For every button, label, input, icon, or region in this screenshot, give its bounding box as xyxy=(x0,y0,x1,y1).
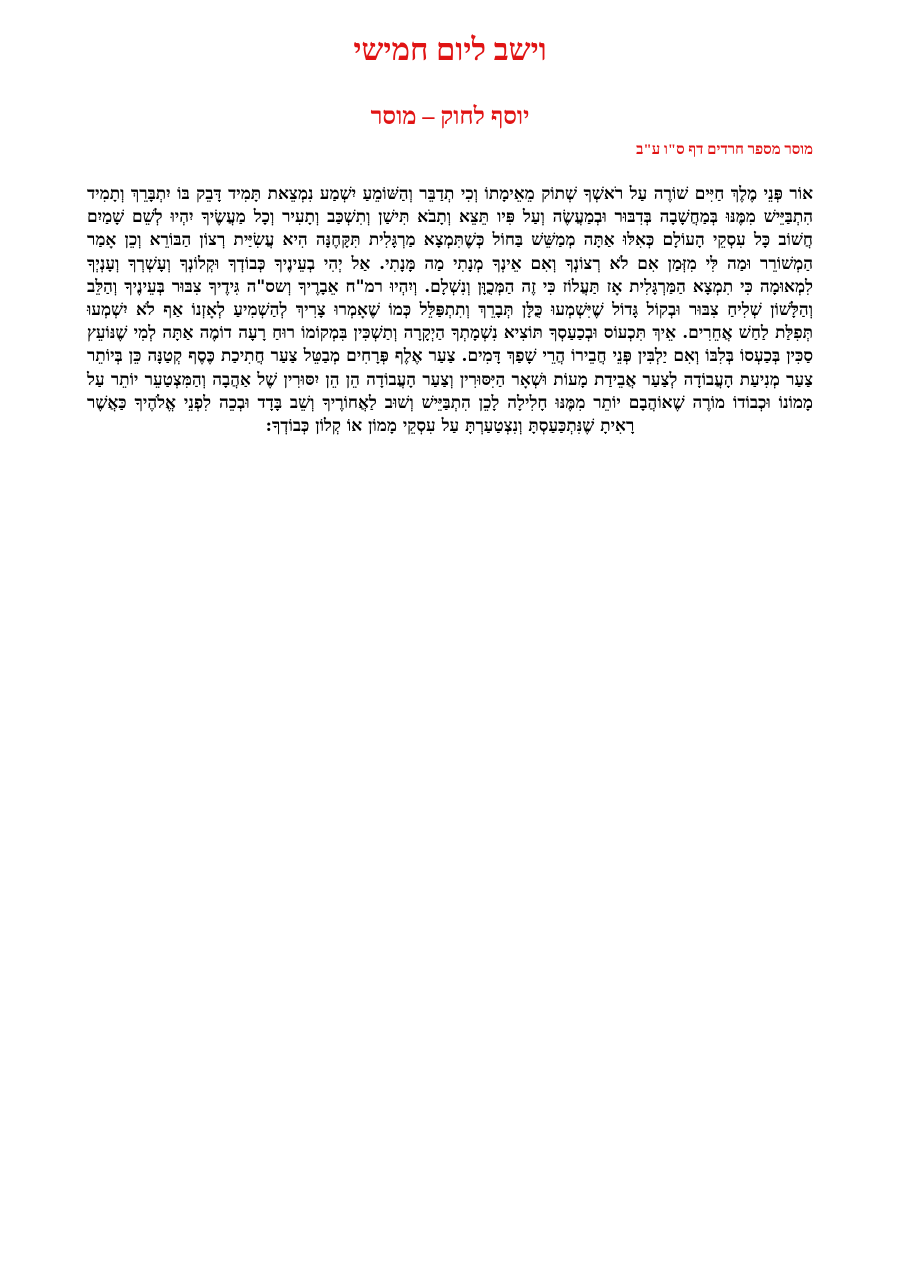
section-subtitle: יוסף לחוק – מוסר xyxy=(370,104,530,130)
page-title: וישב ליום חמישי xyxy=(353,32,547,67)
source-reference: מוסר מספר חרדים דף ס"ו ע"ב xyxy=(636,142,813,158)
body-paragraph: אוֹר פְּנֵי מֶלֶךְ חַיִּים שׁוֹרֶה עַל רֹאשְׁךָ שְׁתוֹק מֵאֵימָתוֹ וְכִי תְדַבֵּר וְהַשּׁוֹמֵעַ יִשְׁמַע נִמְצֵאת תָּמִיד דָּבֵק בּוֹ יִתְבָּרֵךְ וְתָמִיד הִתְבַּיֵּישׁ מִמֶּנּוּ בְּמַחֲשָׁבָה בְּדִבּוּר וּבְמַעֲשֶׂה וְעַל פִּיו תֵּצֵא וְתָבֹא תִּישַׁן וְתִשְׁכַּב וְתָעִיר וְכָל מַעֲשֶׂיךָ יִהְיוּ לְשֵׁם שָׁמַיִם חֲשׁוֹב כָּל עִסְקֵי הָעוֹלָם כְּאִלּוּ אַתָּה מְמַשֵּׁשׁ בַּחוֹל כְּשֶׁתִּמְצָא מַרְגָּלִית תִּקָּחֶנָּה הִיא עֲשִׂיַּית רְצוֹן הַבּוֹרֵא וְכֵן אָמַר הַמְשׁוֹרֵר וּמַה לִּי מִזְּמַן אִם לֹא רְצוֹנְךָ וְאִם אֵינְךָ מְנָתִי מַה מָּנָתִי. אַל יְהִי בְעֵינֶיךָ כְּבוֹדְךָ וּקְלוֹנְךָ וְעָשְׁרְךָ וְעָנְיְךָ לִמְאוּמָה כִּי תִמְצָא הַמַּרְגָּלִית אָז תַּעֲלוֹז כִּי זֶה הַמְּכֻוָּן וְנִשְׁלָם. וְיִהְיוּ רמ"ח אֵבָרֶיךָ וְשס"ה גִּידֶיךָ צִבּוּר בְּעֵינֶיךָ וְהַלֵּב וְהַלָּשׁוֹן שְׁלִיחַ צִבּוּר וּבְקוֹל גָּדוֹל שֶׁיִּשְׁמְעוּ כֻּלָּן תְּבָרֵךְ וְתִתְפַּלֵּל כְּמוֹ שֶׁאָמְרוּ צָרִיךְ לְהַשְׁמִיעַ לְאָזְנוֹ אַף לֹא יִשְׁמְעוּ תְּפִלַּת לַחַשׁ אֲחֵרִים. אֵיךְ תִּכְעוֹס וּבְכַעַסְךָ תּוֹצִיא נִשְׁמָתְךָ הַיְקָרָה וְתַשְׁכִּין בִּמְקוֹמוֹ רוּחַ רָעָה דוֹמֶה אַתָּה לְמִי שֶׁנּוֹעֵץ סַכִּין בְּכַעְסוֹ בְּלִבּוֹ וְאִם יַלְבִּין פְּנֵי חֲבֵירוֹ הֲרֵי שָׁפַךְ דָּמִים. צַעַר אֶלֶף פְּרָחִים מְבַטֵּל צַעַר חֲתִיכַת כֶּסֶף קְטַנָּה כֵּן בְּיוֹתֵר צַעַר מְנִיעַת הָעֲבוֹדָה לְצַעַר אֲבֵידַת מָעוֹת וּשְׁאָר הַיִּסּוּרִין וְצַעַר הָעֲבוֹדָה הֵן הֵן יִסּוּרִין שֶׁל אַהֲבָה וְהַמִּצְטַעֵר יוֹתֵר עַל מָמוֹנוֹ וּכְבוֹדוֹ מוֹרֶה שֶׁאוֹהֲבָם יוֹתֵר מִמֶּנּוּ חָלִילָה לָכֵן הִתְבַּיֵּישׁ וְשׁוּב לַאֲחוֹרֶיךָ וְשֵׁב בָּדָד וּבְכֵה לִפְנֵי אֱלֹהֶיךָ כַּאֲשֶׁר רָאִיתָ שֶׁנִּתְכַּעַסְתָּ וְנִצְטַעַרְתָּ עַל עִסְקֵי מָמוֹן אוֹ קְלוֹן כְּבוֹדְךָ: xyxy=(87,184,813,437)
